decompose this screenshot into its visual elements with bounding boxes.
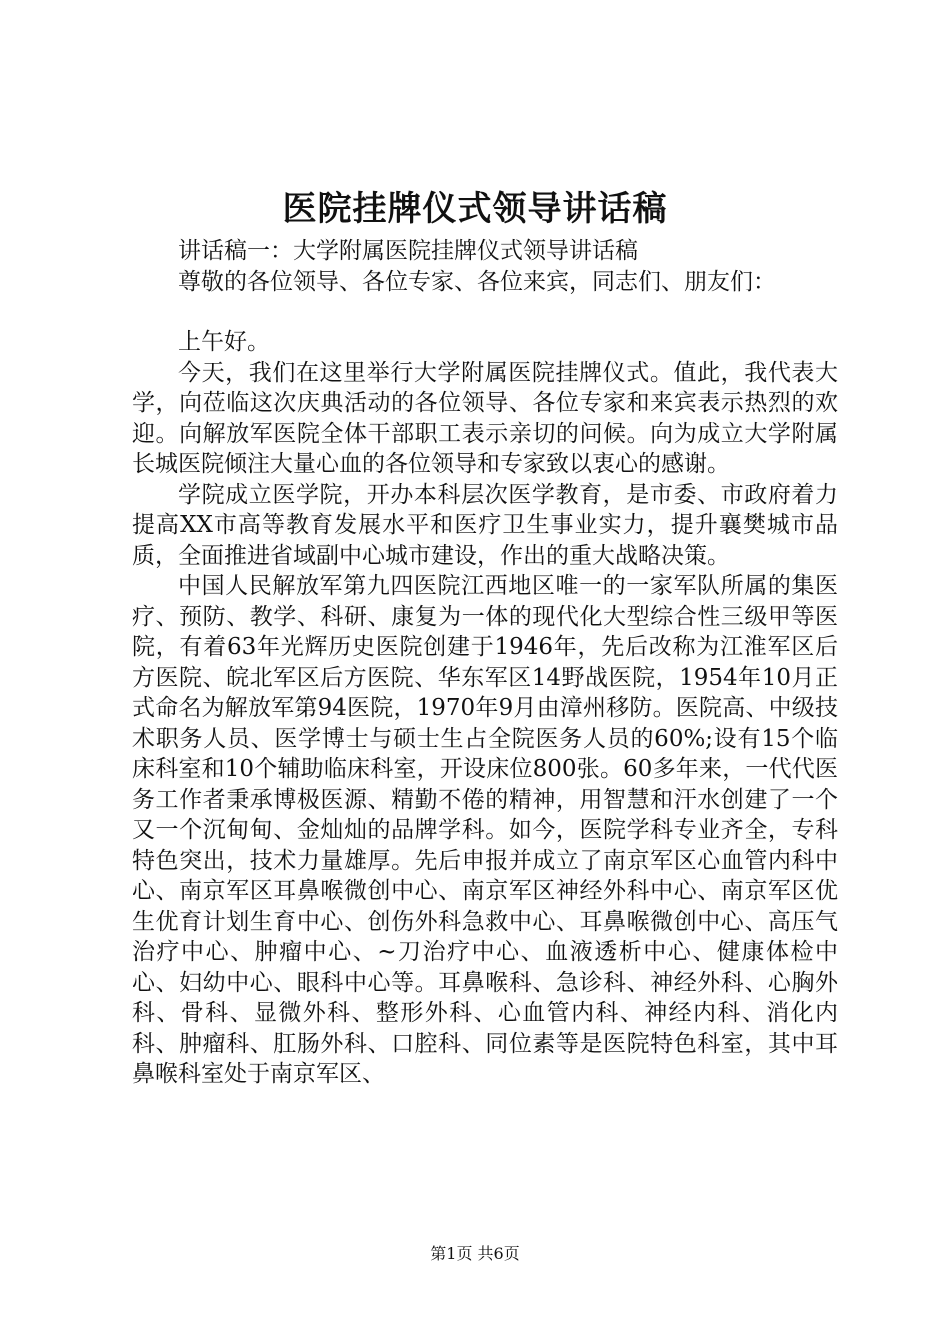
paragraph-college: 学院成立医学院，开办本科层次医学教育，是市委、市政府着力提高XX市高等教育发展水平和医疗卫生事业实力，提升襄樊城市品质，全面推进省域副中心城市建设，作出的重大战略决策。	[132, 481, 838, 569]
document-body	[132, 236, 838, 1090]
paragraph-welcome: 今天，我们在这里举行大学附属医院挂牌仪式。值此，我代表大学，向莅临这次庆典活动的各位领导、各位专家和来宾表示热烈的欢迎。向解放军医院全体干部职工表示亲切的问候。向为成立大学附属长城医院倾注大量心血的各位领导和专家致以衷心的感谢。	[132, 359, 838, 477]
paragraph-greeting: 上午好。	[178, 329, 270, 355]
paragraph-salutation: 尊敬的各位领导、各位专家、各位来宾，同志们、朋友们：	[178, 268, 776, 295]
page-footer: 第1页 共6页	[430, 1244, 520, 1263]
paragraph-subtitle: 讲话稿一：大学附属医院挂牌仪式领导讲话稿	[178, 238, 638, 264]
paragraph-hospital-history: 中国人民解放军第九四医院江西地区唯一的一家军队所属的集医疗、预防、教学、科研、康复为一体的现代化大型综合性三级甲等医院，有着63年光辉历史医院创建于1946年，先后改称为江淮军区后方医院、皖北军区后方医院、华东军区14野战医院，1954年10月正式命名为解放军第94医院，1970年9月由漳州移防。医院高、中级技术职务人员、医学博士与硕士生占全院医务人员的60%;设有15个临床科室和10个辅助临床科室，开设床位800张。60多年来，一代代医务工作者秉承博极医源、精勤不倦的精神，用智慧和汗水创建了一个又一个沉甸甸、金灿灿的品牌学科。如今，医院学科专业齐全，专科特色突出，技术力量雄厚。先后申报并成立了南京军区心血管内科中心、南京军区耳鼻喉微创中心、南京军区神经外科中心、南京军区优生优育计划生育中心、创伤外科急救中心、耳鼻喉微创中心、高压气治疗中心、肿瘤中心、~刀治疗中心、血液透析中心、健康体检中心、妇幼中心、眼科中心等。耳鼻喉科、急诊科、神经外科、心胸外科、骨科、显微外科、整形外科、心血管内科、神经内科、消化内科、肿瘤科、肛肠外科、口腔科、同位素等是医院特色科室，其中耳鼻喉科室处于南京军区、	[132, 573, 838, 1087]
document-title: 医院挂牌仪式领导讲话稿	[282, 189, 668, 229]
